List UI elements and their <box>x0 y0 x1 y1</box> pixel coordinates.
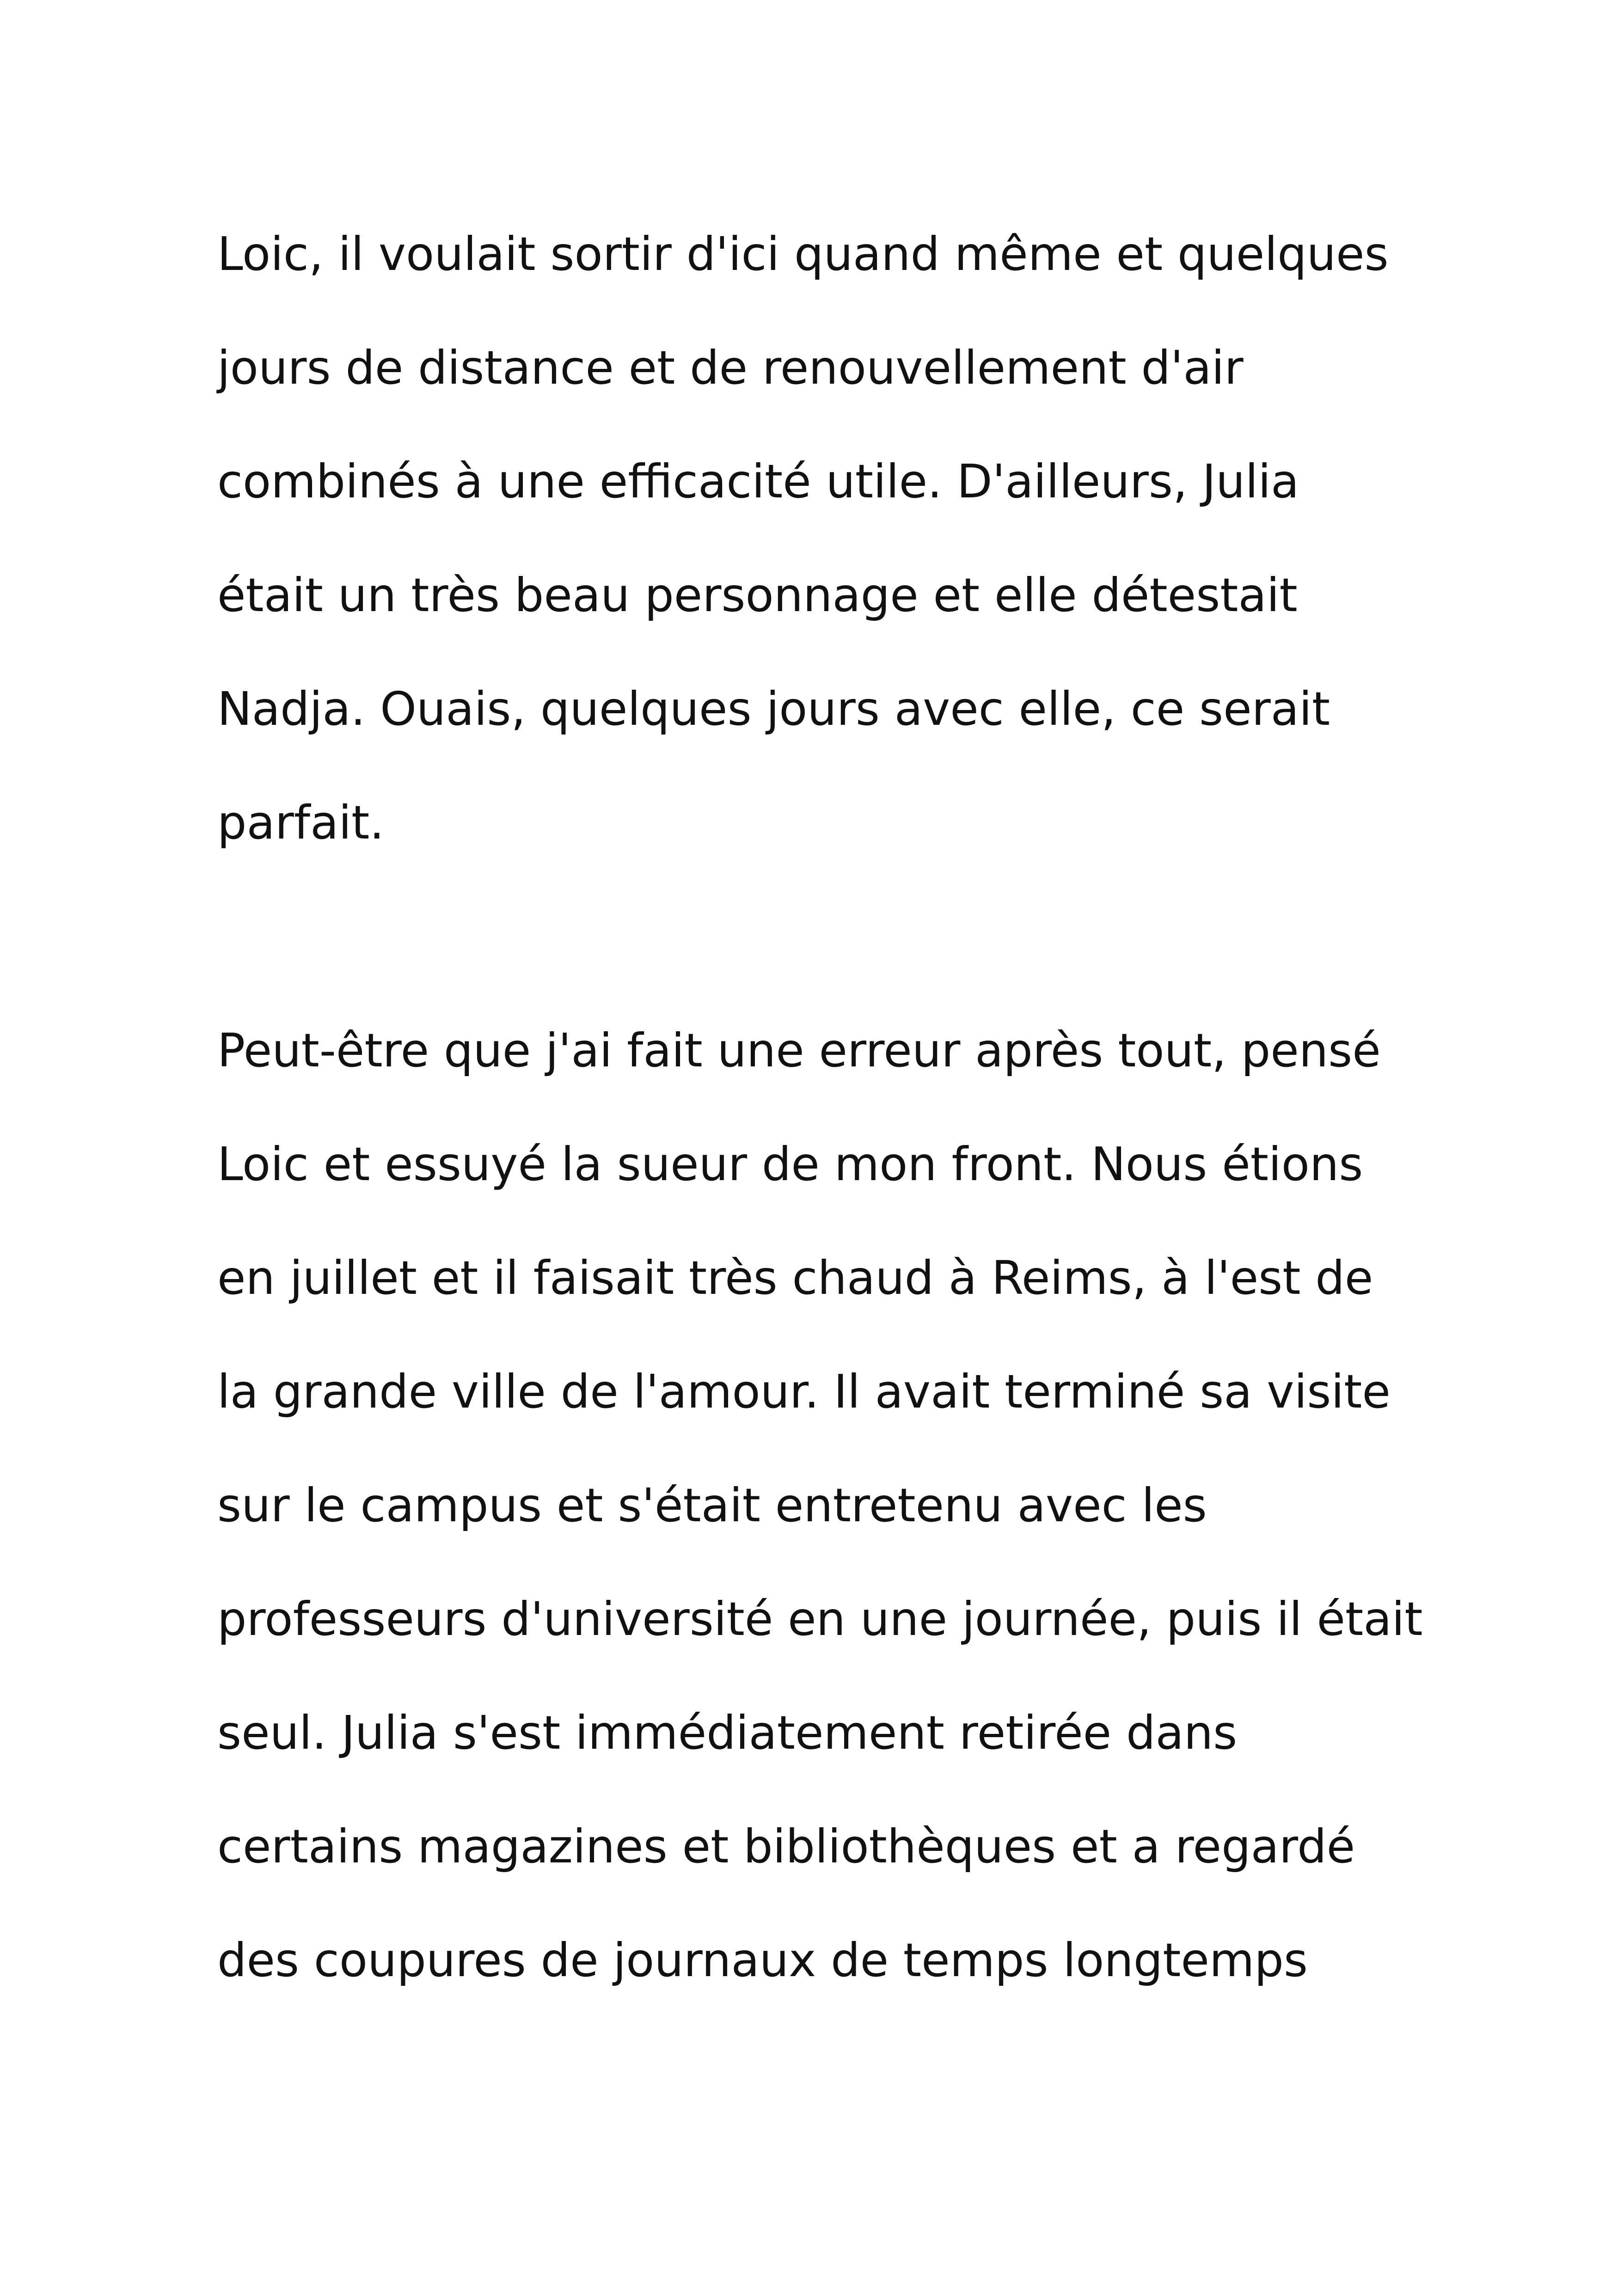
text-line: Loic et essuyé la sueur de mon front. Nous étions <box>217 1137 1363 1191</box>
text-line: Peut-être que j'ai fait une erreur après tout, pensé <box>217 1023 1381 1078</box>
text-line: parfait. <box>217 796 385 850</box>
text-line: des coupures de journaux de temps longtemps <box>217 1933 1308 1987</box>
text-line: en juillet et il faisait très chaud à Reims, à l'est de <box>217 1251 1373 1305</box>
text-line: la grande ville de l'amour. Il avait terminé sa visite <box>217 1365 1391 1419</box>
text-line: jours de distance et de renouvellement d'air <box>217 341 1244 395</box>
text-line: Nadja. Ouais, quelques jours avec elle, ce serait <box>217 682 1330 736</box>
text-line: Loic, il voulait sortir d'ici quand même et quelques <box>217 227 1389 281</box>
text-line: sur le campus et s'était entretenu avec les <box>217 1478 1207 1532</box>
text-line: professeurs d'université en une journée, puis il était <box>217 1592 1423 1646</box>
text-line: certains magazines et bibliothèques et a regardé <box>217 1819 1355 1874</box>
text-line: était un très beau personnage et elle détestait <box>217 568 1298 622</box>
text-line: combinés à une efficacité utile. D'ailleurs, Julia <box>217 454 1299 508</box>
text-line: seul. Julia s'est immédiatement retirée dans <box>217 1706 1238 1760</box>
